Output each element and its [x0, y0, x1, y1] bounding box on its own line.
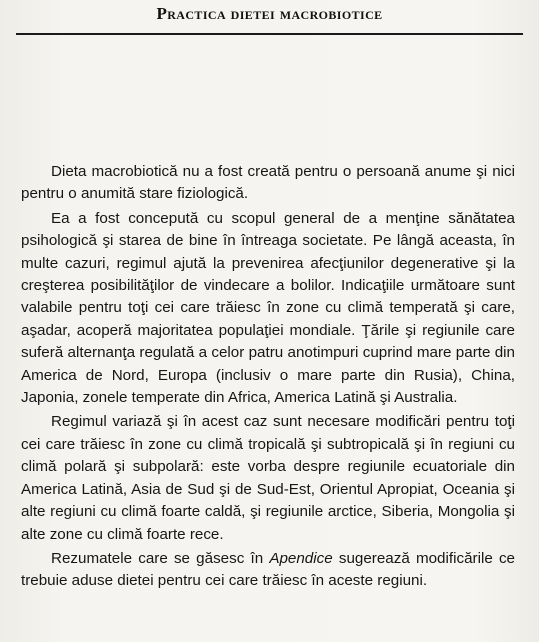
paragraph-4-start: Rezumatele care se găsesc în	[51, 549, 270, 567]
paragraph-4	[21, 548, 515, 593]
paragraph-4-end: sugerează modificările ce trebuie aduse dietei pentru cei care trăiesc în aceste regiuni.	[21, 549, 515, 590]
appendix-reference: Apendice	[269, 549, 333, 567]
paragraph-2: Ea a fost concepută cu scopul general de a menţine sănătatea psihologică şi starea de bine în întreaga societate. Pe lângă aceasta, în multe cazuri, regimul ajută la prevenirea afecţiunilor degenerative şi la creşterea posibilităţilor de vindecare a bolilor. Indicaţiile următoare sunt valabile pentru toţi cei care trăiesc în zone cu climă temperată şi care, aşadar, acoperă majoritatea populaţiei mondiale. Ţările şi regiunile care suferă alternanţa regulată a celor patru anotimpuri cuprind mare parte din America de Nord, Europa (inclusiv o mare parte din Rusia), China, Japonia, zonele temperate din Africa, America Latină şi Australia.	[21, 209, 515, 407]
paragraph-3: Regimul variază şi în acest caz sunt necesare modificări pentru toţi cei care trăiesc în zone cu climă tropicală şi subtropicală şi în regiuni cu climă polară şi subpolară: este vorba despre regiunile ecuatoriale din America Latină, Asia de Sud şi de Sud-Est, Orientul Apropiat, Oceania şi alte regiuni cu climă foarte caldă, şi regiunile arctice, Siberia, Mongolia şi alte zone cu climă foarte rece.	[21, 413, 515, 543]
running-title: Practica dietei macrobiotice	[156, 4, 383, 23]
body-text	[21, 161, 515, 595]
header-rule	[16, 33, 523, 35]
paragraph-1: Dieta macrobiotică nu a fost creată pentru o persoană anume şi nici pentru o anumită stare fiziologică.	[21, 163, 515, 203]
